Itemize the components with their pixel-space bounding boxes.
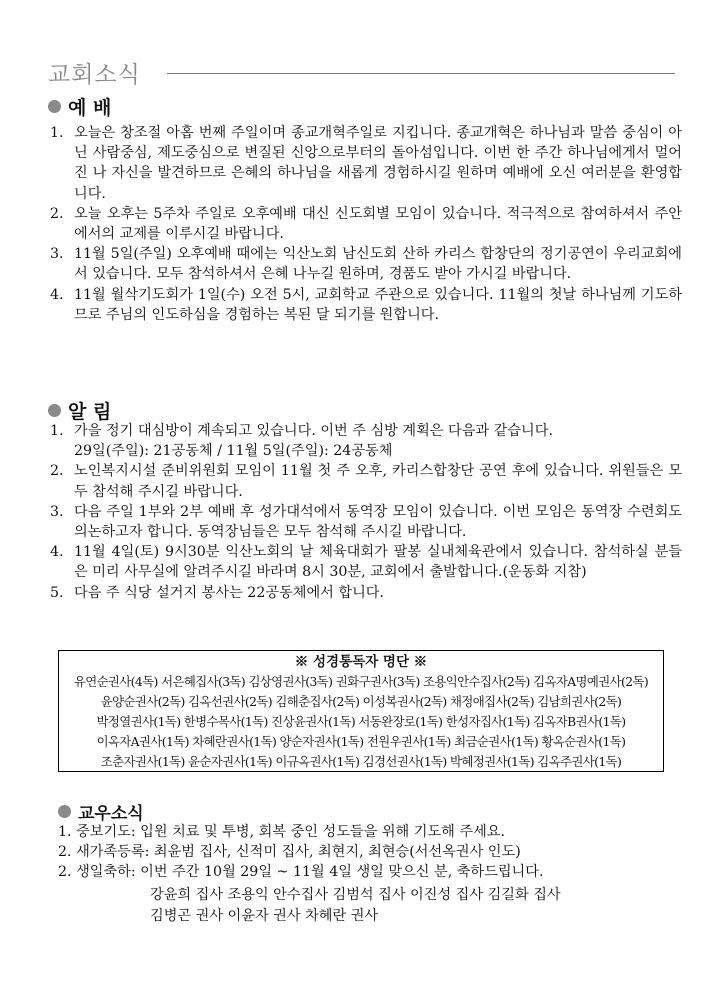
- worship-heading-label: 예 배: [68, 97, 112, 119]
- list-item: 1. 오늘은 창조절 아홉 번째 주일이며 종교개혁주일로 지킵니다. 종교개혁은 하나님과 말씀 중심이 아닌 사람중심, 제도중심으로 변질된 신앙으로부터의 돌아섬입니다. 이번 한 주간 하나님에게서 멀어진 나 자신을 발견하므로 은혜의 하나님을 새롭게 경험하시길 원하며 예배에 오신 여러분을 환영합니다.: [50, 125, 682, 202]
- birthday-names: [150, 885, 670, 927]
- list-item: 2. 노인복지시설 준비위원회 모임이 11월 첫 주 오후, 카리스합창단 공연 후에 있습니다. 위원들은 모두 참석해 주시길 바랍니다.: [50, 463, 682, 500]
- visit-schedule: 29일(주일): 21공동체 / 11월 5일(주일): 24공동체: [74, 443, 393, 460]
- list-item: 2. 오늘 오후는 5주차 주일로 오후예배 대신 신도회별 모임이 있습니다. 적극적으로 참여하셔서 주안에서의 교제를 이루시길 바랍니다.: [50, 205, 682, 243]
- bible-readers-row: 이옥자A권사(1독) 차혜란권사(1독) 양순자권사(1독) 전원우권사(1독) 최금순권사(1독) 황옥순권사(1독): [96, 734, 626, 749]
- bible-readers-box: [58, 650, 664, 772]
- list-item: 2. 새가족등록: 최윤범 집사, 신적미 집사, 최현지, 최현승(서선옥권사 인도): [58, 844, 521, 861]
- list-item: 1. 중보기도: 입원 치료 및 투병, 회복 중인 성도들을 위해 기도해 주세요.: [58, 824, 506, 840]
- list-item: 3. 다음 주일 1부와 2부 예배 후 성가대석에서 동역장 모임이 있습니다. 이번 모임은 동역장 수련회도 의논하고자 합니다. 동역장님들은 모두 참석해 주시길 바랍니다.: [50, 503, 682, 541]
- worship-heading: [48, 93, 111, 120]
- staff-list: [58, 822, 690, 883]
- title-divider: [167, 73, 675, 74]
- bible-readers-row: 조춘자권사(1독) 윤순자권사(1독) 이규옥권사(1독) 김경선권사(1독) 박혜정권사(1독) 김옥주권사(1독): [100, 754, 622, 769]
- bullet-icon: [48, 100, 61, 113]
- worship-list: [50, 123, 682, 325]
- bible-readers-row: 박정열권사(1독) 한병수목사(1독) 진상윤권사(1독) 서동완장로(1독) 한성자집사(1독) 김옥자B권사(1독): [96, 714, 626, 729]
- birthday-names-line: 김병곤 권사 이윤자 권사 차혜란 권사: [150, 908, 379, 924]
- notices-list: [50, 421, 682, 603]
- notices-heading: [48, 397, 111, 424]
- bible-readers-row: 윤양순권사(2독) 김옥선권사(2독) 김해춘집사(2독) 이성복권사(2독) 채정애집사(2독) 김남희권사(2독): [100, 694, 622, 709]
- bible-readers-row: 유연순권사(4독) 서은혜집사(3독) 김상영권사(3독) 권화구권사(3독) 조용익안수집사(2독) 김옥자A명예권사(2독): [73, 674, 649, 689]
- notices-heading-label: 알 림: [68, 401, 112, 423]
- list-item: 3. 11월 5일(주일) 오후예배 때에는 익산노회 남신도회 산하 카리스 합창단의 정기공연이 우리교회에서 있습니다. 모두 참석하셔서 은혜 나누길 원하며, 경품도 받아 가시길 바랍니다.: [50, 246, 682, 283]
- staff-heading-label: 교우소식: [78, 804, 144, 824]
- staff-heading: [58, 799, 144, 824]
- bullet-icon: [58, 805, 71, 818]
- bible-readers-title: ※ 성경통독자 명단 ※: [294, 654, 428, 670]
- birthday-names-line: 강윤희 집사 조용익 안수집사 김범석 집사 이진성 집사 김길화 집사: [150, 887, 561, 903]
- list-item: 5. 다음 주 식당 설거지 봉사는 22공동체에서 합니다.: [50, 584, 385, 601]
- list-item: 1. 가을 정기 대심방이 계속되고 있습니다. 이번 주 심방 계획은 다음과 같습니다. 29일(주일): 21공동체 / 11월 5일(주일): 24공동체: [50, 421, 682, 461]
- list-item: 4. 11월 4일(토) 9시30분 익산노회의 날 체육대회가 팔봉 실내체육관에서 있습니다. 참석하실 분들은 미리 사무실에 알려주시길 바라며 8시 30분, 교회에서 출발합니다.(운동화 지참): [50, 544, 682, 581]
- list-item: 2. 생일축하: 이번 주간 10월 29일 ~ 11월 4일 생일 맞으신 분, 축하드립니다.: [58, 864, 544, 881]
- page-title: 교회소식: [48, 62, 141, 88]
- bullet-icon: [48, 404, 61, 417]
- list-item: 4. 11월 월삭기도회가 1일(수) 오전 5시, 교회학교 주관으로 있습니다. 11월의 첫날 하나님께 기도하므로 주님의 인도하심을 경험하는 복된 달 되기를 원합니다.: [50, 286, 682, 323]
